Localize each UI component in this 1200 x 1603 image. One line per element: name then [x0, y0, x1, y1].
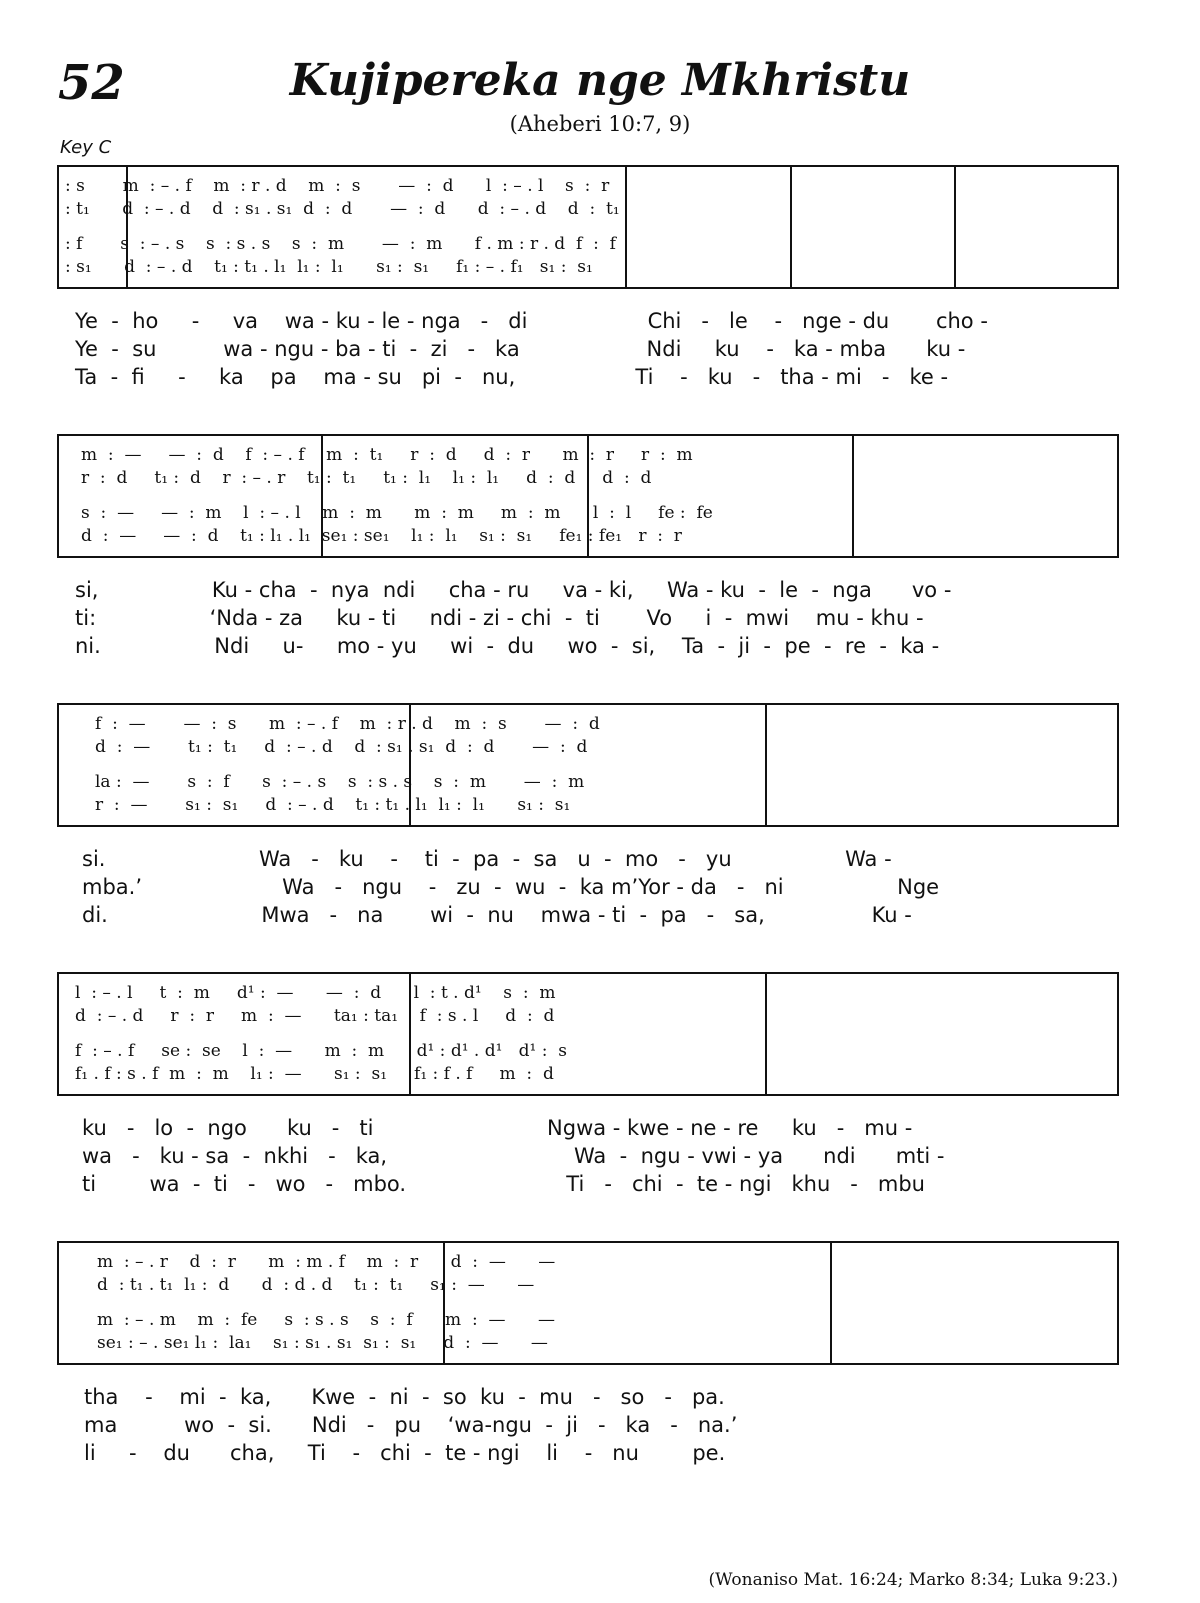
tenor-part: : f s : – . s s : s . s s : m — : m f . m : r . d f : f: [65, 234, 616, 254]
lyric-line-verse-1: Ye - ho - va wa - ku - le - nga - di Chi - le - nge - du cho -: [75, 309, 988, 333]
lyric-line-verse-2: mba.’ Wa - ngu - zu - wu - ka m’Yor - da - ni Nge: [82, 875, 940, 899]
barline: [765, 705, 767, 825]
alto-part: r : d t₁ : d r : – . r t₁ : t₁ t₁ : l₁ l₁ : l₁ d : d d : d: [81, 468, 652, 488]
tenor-part: la : — s : f s : – . s s : s . s s : m — : m: [95, 772, 585, 792]
barline: [790, 167, 792, 287]
lyric-line-verse-3: di. Mwa - na wi - nu mwa - ti - pa - sa, Ku -: [82, 903, 912, 927]
lyric-line-verse-1: si, Ku - cha - nya ndi cha - ru va - ki, Wa - ku - le - nga vo -: [75, 578, 952, 602]
lyric-line-verse-1: tha - mi - ka, Kwe - ni - so ku - mu - so - pa.: [84, 1385, 725, 1409]
bass-part: : s₁ d : – . d t₁ : t₁ . l₁ l₁ : l₁ s₁ : s₁ f₁ : – . f₁ s₁ : s₁: [65, 257, 593, 277]
lyric-line-verse-2: wa - ku - sa - nkhi - ka, Wa - ngu - vwi - ya ndi mti -: [82, 1144, 945, 1168]
tenor-part: m : – . m m : fe s : s . s s : f m : — —: [97, 1310, 555, 1330]
song-number: 52: [58, 55, 125, 111]
bass-part: r : — s₁ : s₁ d : – . d t₁ : t₁ . l₁ l₁ : l₁ s₁ : s₁: [95, 795, 571, 815]
lyric-line-verse-2: ti: ‘Nda - za ku - ti ndi - zi - chi - ti Vo i - mwi mu - khu -: [75, 606, 924, 630]
barline: [625, 167, 627, 287]
music-system-4: [57, 972, 1119, 1096]
soprano-part: : s m : – . f m : r . d m : s — : d l : – . l s : r: [65, 176, 610, 196]
bass-part: f₁ . f : s . f m : m l₁ : — s₁ : s₁ f₁ : f . f m : d: [75, 1064, 554, 1084]
scripture-cross-reference: (Wonaniso Mat. 16:24; Marko 8:34; Luka 9:23.): [708, 1570, 1118, 1590]
alto-part: d : t₁ . t₁ l₁ : d d : d . d t₁ : t₁ s₁ : — —: [97, 1275, 535, 1295]
scripture-reference: (Aheberi 10:7, 9): [509, 112, 691, 136]
music-system-2: [57, 434, 1119, 558]
song-title: Kujipereka nge Mkhristu: [289, 55, 911, 106]
barline: [830, 1243, 832, 1363]
lyric-line-verse-3: Ta - fi - ka pa ma - su pi - nu, Ti - ku - tha - mi - ke -: [75, 365, 949, 389]
bass-part: d : — — : d t₁ : l₁ . l₁ se₁ : se₁ l₁ : l₁ s₁ : s₁ fe₁ : fe₁ r : r: [81, 526, 682, 546]
tenor-part: f : – . f se : se l : — m : m d¹ : d¹ . d¹ d¹ : s: [75, 1041, 567, 1061]
lyric-line-verse-3: ti wa - ti - wo - mbo. Ti - chi - te - ngi khu - mbu: [82, 1172, 925, 1196]
bass-part: se₁ : – . se₁ l₁ : la₁ s₁ : s₁ . s₁ s₁ : s₁ d : — —: [97, 1333, 548, 1353]
alto-part: d : – . d r : r m : — ta₁ : ta₁ f : s . l d : d: [75, 1006, 555, 1026]
soprano-part: m : — — : d f : – . f m : t₁ r : d d : r m : r r : m: [81, 445, 693, 465]
soprano-part: m : – . r d : r m : m . f m : r d : — —: [97, 1252, 556, 1272]
lyric-line-verse-2: ma wo - si. Ndi - pu ‘wa-ngu - ji - ka - na.’: [84, 1413, 738, 1437]
barline: [765, 974, 767, 1094]
soprano-part: l : – . l t : m d¹ : — — : d l : t . d¹ s : m: [75, 983, 556, 1003]
alto-part: d : — t₁ : t₁ d : – . d d : s₁ . s₁ d : d — : d: [95, 737, 588, 757]
music-system-5: [57, 1241, 1119, 1365]
lyric-line-verse-2: Ye - su wa - ngu - ba - ti - zi - ka Ndi ku - ka - mba ku -: [75, 337, 966, 361]
alto-part: : t₁ d : – . d d : s₁ . s₁ d : d — : d d : – . d d : t₁: [65, 199, 620, 219]
tenor-part: s : — — : m l : – . l m : m m : m m : m l : l fe : fe: [81, 503, 713, 523]
lyric-line-verse-1: si. Wa - ku - ti - pa - sa u - mo - yu Wa -: [82, 847, 892, 871]
soprano-part: f : — — : s m : – . f m : r . d m : s — : d: [95, 714, 600, 734]
barline: [954, 167, 956, 287]
barline: [852, 436, 854, 556]
key-signature: Key C: [60, 137, 112, 158]
music-system-1: [57, 165, 1119, 289]
lyric-line-verse-3: li - du cha, Ti - chi - te - ngi li - nu pe.: [84, 1441, 726, 1465]
lyric-line-verse-3: ni. Ndi u- mo - yu wi - du wo - si, Ta - ji - pe - re - ka -: [75, 634, 940, 658]
music-system-3: [57, 703, 1119, 827]
lyric-line-verse-1: ku - lo - ngo ku - ti Ngwa - kwe - ne - re ku - mu -: [82, 1116, 913, 1140]
